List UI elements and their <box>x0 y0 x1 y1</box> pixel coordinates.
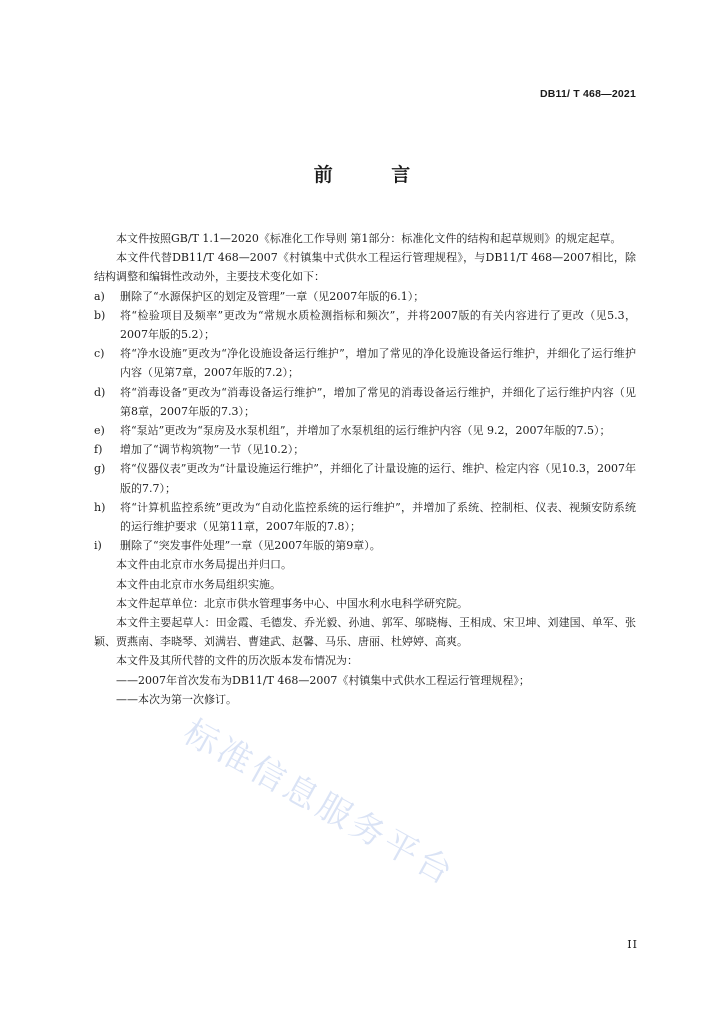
list-item <box>94 287 636 306</box>
list-item <box>94 459 636 497</box>
document-body <box>94 229 636 709</box>
paragraph-proposer: 本文件由北京市水务局提出并归口。 <box>116 558 292 572</box>
list-item <box>94 344 636 382</box>
history-item: ——2007年首次发布为DB11/T 468—2007《村镇集中式供水工程运行管理规程》； <box>116 673 530 687</box>
list-item-text: 将“计算机监控系统”更改为“自动化监控系统的运行维护”，并增加了系统、控制柜、仪表、视频安防系统的运行维护要求（见第11章，2007年版的7.8）； <box>120 500 636 534</box>
paragraph-drafting-rule: 本文件按照GB/T 1.1—2020《标准化工作导则 第1部分：标准化文件的结构和起草规则》的规定起草。 <box>116 232 622 245</box>
list-item-label: g) <box>94 462 106 476</box>
list-item-text: 将“检验项目及频率”更改为“常规水质检测指标和频次”，并将2007版的有关内容进行了更改（见5.3，2007年版的5.2）； <box>120 308 636 342</box>
list-item-label: d) <box>94 385 106 399</box>
watermark: 标准信息服务平台 <box>176 711 463 895</box>
list-item-text: 删除了“突发事件处理”一章（见2007年版的第9章）。 <box>120 539 381 553</box>
list-item-text: 将“消毒设备”更改为“消毒设备运行维护”，增加了常见的消毒设备运行维护，并细化了运行维护内容（见第8章，2007年版的7.3）； <box>120 385 636 418</box>
paragraph-history-intro: 本文件及其所代替的文件的历次版本发布情况为： <box>116 654 358 668</box>
changes-list <box>94 287 636 556</box>
list-item-text: 删除了“水源保护区的划定及管理”一章（见2007年版的6.1）； <box>120 289 425 303</box>
list-item-label: f) <box>94 443 103 457</box>
list-item-label: a) <box>94 289 105 303</box>
list-item-label: b) <box>94 308 106 322</box>
list-item <box>94 440 636 459</box>
list-item-label: c) <box>94 347 105 361</box>
paragraph-drafters: 本文件主要起草人：田金霞、毛德发、乔光毅、孙迪、郭军、邬晓梅、王相成、宋卫坤、刘建国、单军、张颖、贾燕南、李晓琴、刘满岩、曹建武、赵馨、马乐、唐丽、杜婷婷、高爽。 <box>94 616 636 649</box>
history-item: ——本次为第一次修订。 <box>116 692 237 706</box>
list-item <box>94 536 636 555</box>
list-item-label: i) <box>94 539 102 553</box>
list-item <box>94 306 636 344</box>
list-item-label: e) <box>94 424 105 438</box>
list-item-text: 将“净水设施”更改为“净化设施设备运行维护”，增加了常见的净化设施设备运行维护，并细化了运行维护内容（见第7章，2007年版的7.2）； <box>120 347 636 380</box>
list-item-text: 将“泵站”更改为“泵房及水泵机组”，并增加了水泵机组的运行维护内容（见 9.2，2007年版的7.5）； <box>120 424 611 438</box>
list-item-text: 增加了“调节构筑物”一节（见10.2）； <box>120 443 305 457</box>
page-number: II <box>627 938 638 951</box>
paragraph-organizer: 本文件由北京市水务局组织实施。 <box>116 577 281 591</box>
list-item <box>94 421 636 440</box>
standard-code: DB11/ T 468—2021 <box>539 88 636 100</box>
page-title: 前 言 <box>313 164 437 186</box>
list-item-label: h) <box>94 500 106 514</box>
paragraph-replacement: 本文件代替DB11/T 468—2007《村镇集中式供水工程运行管理规程》，与DB11/T 468—2007相比，除结构调整和编辑性改动外，主要技术变化如下： <box>94 251 636 284</box>
list-item-text: 将“仪器仪表”更改为“计量设施运行维护”，并细化了计量设施的运行、维护、检定内容（见10.3，2007年版的7.7）； <box>120 462 636 495</box>
paragraph-drafting-units: 本文件起草单位：北京市供水管理事务中心、中国水利水电科学研究院。 <box>116 596 468 610</box>
list-item <box>94 383 636 421</box>
list-item <box>94 498 636 536</box>
